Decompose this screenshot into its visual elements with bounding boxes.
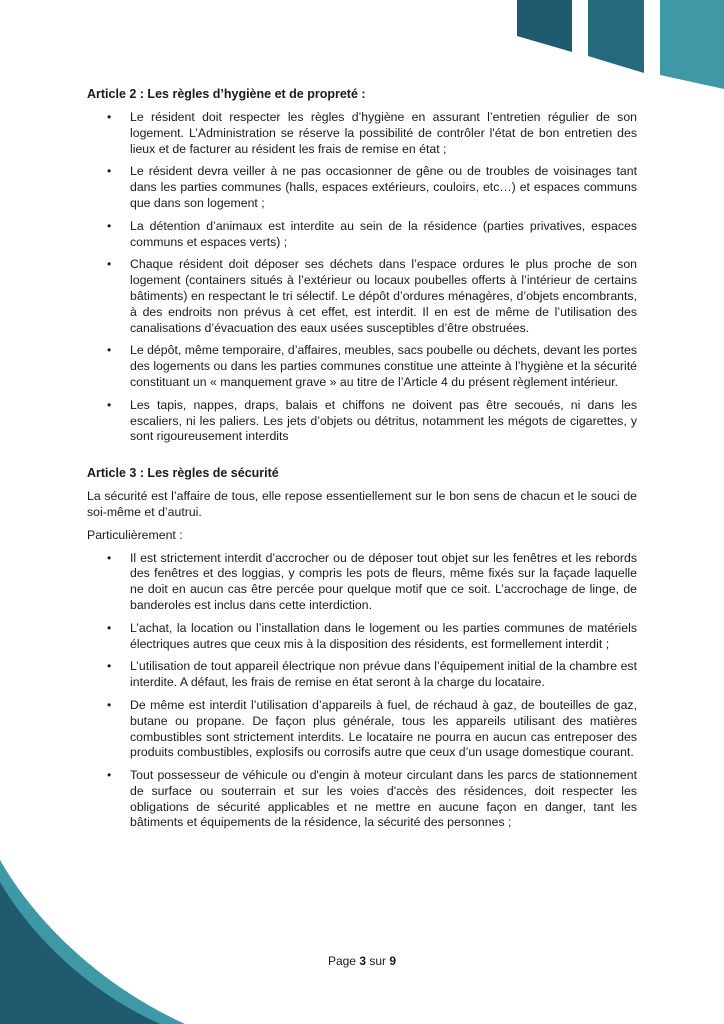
page-footer: [0, 954, 724, 968]
list-item: • De même est interdit l’utilisation d’appareils à fuel, de réchaud à gaz, de bouteilles de gaz, butane ou propane. De façon plus générale, tous les appareils utilisant des matières combustibles sont strictement interdits. Le locataire ne pourra en aucun cas entreposer des produits combustibles, explosifs ou corrosifs autre que ceux d’un usage domestique courant.: [87, 698, 637, 761]
list-item: • Le résident doit respecter les règles d’hygiène en assurant l’entretien régulier de son logement. L’Administration se réserve la possibilité de contrôler l'état de bon entretien des lieux et de facturer au résident les frais de remise en état ;: [87, 110, 637, 157]
article-3-title: Article 3 : Les règles de sécurité: [87, 466, 279, 481]
article-3-intro: La sécurité est l’affaire de tous, elle repose essentiellement sur le bon sens de chacun et le souci de soi-même et d’autrui.: [87, 489, 637, 519]
list-item: • Le dépôt, même temporaire, d’affaires, meubles, sacs poubelle ou déchets, devant les portes des logements ou dans les parties communes constitue une atteinte à l’hygiène et la sécurité constituant un « manquement grave » au titre de l’Article 4 du présent règlement intérieur.: [87, 343, 637, 390]
bottom-left-curve-inner: [0, 882, 160, 1024]
list-item: • Tout possesseur de véhicule ou d'engin à moteur circulant dans les parcs de stationnement de surface ou souterrain et sur les voies d'accès des résidences, doit respecter les obligations de sécurité applicables et ne mettre en aucune façon en danger, tant les bâtiments et équipements de la résidence, la sécurité des personnes ;: [87, 768, 637, 831]
list-item: • L’utilisation de tout appareil électrique non prévue dans l’équipement initial de la chambre est interdite. A défaut, les frais de remise en état seront à la charge du locataire.: [87, 659, 637, 691]
bottom-left-curve-outer: [0, 860, 185, 1024]
top-stripe-2: [588, 0, 644, 73]
page-total: 9: [389, 954, 397, 968]
list-item: • L’achat, la location ou l’installation dans le logement ou les parties communes de matériels électriques autres que ceux mis à la disposition des résidents, est formellement interdit ;: [87, 621, 637, 653]
list-item: • La détention d’animaux est interdite au sein de la résidence (parties privatives, espaces communs et espaces verts) ;: [87, 219, 637, 251]
of-word: sur: [369, 954, 387, 968]
article-3-list: [87, 551, 637, 832]
list-item: • Les tapis, nappes, draps, balais et chiffons ne doivent pas être secoués, ni dans les escaliers, ni les paliers. Les jets d’objets ou détritus, notamment les mégots de cigarettes, y sont rigoureusement interdits: [87, 398, 637, 445]
list-item: • Il est strictement interdit d’accrocher ou de déposer tout objet sur les fenêtres et les rebords des fenêtres et des loggias, y compris les pots de fleurs, même fixés sur la façade laquelle ne doit en aucun cas être percée pour quelque motif que ce soit. L’accrochage de linge, de banderoles est inclus dans cette interdiction.: [87, 551, 637, 614]
article-2-title: Article 2 : Les règles d’hygiène et de propreté :: [87, 87, 366, 101]
list-item: • Chaque résident doit déposer ses déchets dans l’espace ordures le plus proche de son logement (containers situés à l’extérieur ou locaux poubelles offerts à l’intérieur de certains bâtiments) en respectant le tri sélectif. Le dépôt d’ordures ménagères, d’objets encombrants, à des endroits non prévus à cet effet, est interdit. Il en est de même de l’utilisation des canalisations d’évacuation des eaux usées susceptibles d’être obstruées.: [87, 257, 637, 336]
top-stripe-1: [517, 0, 572, 52]
top-stripe-3: [660, 0, 724, 89]
page-current: 3: [359, 954, 366, 968]
page-word: Page: [327, 954, 356, 968]
document-body: [87, 86, 637, 838]
article-2-list: [87, 110, 637, 445]
list-item: • Le résident devra veiller à ne pas occasionner de gêne ou de troubles de voisinages tant dans les parties communes (halls, espaces extérieurs, couloirs, etc…) et espaces communs que dans son logement ;: [87, 164, 637, 211]
article-3-lead: Particulièrement :: [87, 527, 183, 542]
